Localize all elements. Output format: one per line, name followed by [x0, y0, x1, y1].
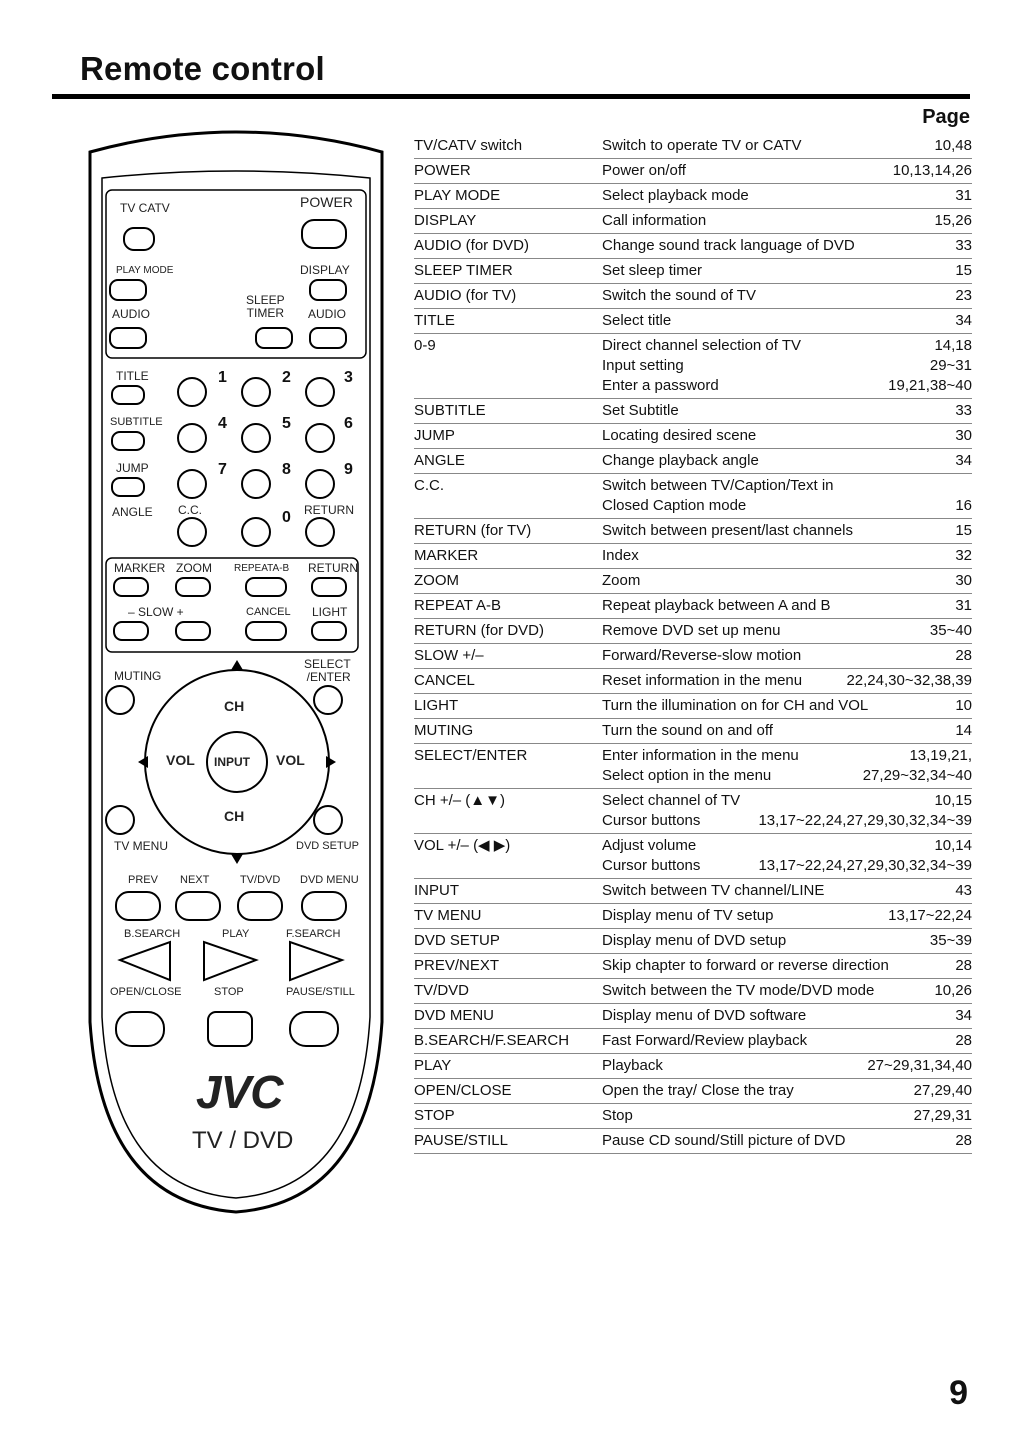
- description-text: Power on/off: [602, 162, 686, 179]
- description-text: Select playback mode: [602, 187, 749, 204]
- page-ref: 33: [955, 237, 972, 254]
- table-row: [414, 929, 972, 954]
- digit-0: 0: [282, 509, 291, 526]
- function-description: [602, 261, 972, 281]
- function-description: [602, 286, 972, 306]
- button-name: OPEN/CLOSE: [414, 1082, 512, 1099]
- description-text: Select title: [602, 312, 672, 329]
- digit-8: 8: [282, 461, 291, 478]
- page-ref: 35~40: [929, 622, 972, 639]
- page-ref: 30: [955, 427, 972, 444]
- label-title: TITLE: [116, 369, 149, 383]
- table-row: [414, 159, 972, 184]
- label-audio-dvd: AUDIO: [112, 307, 151, 321]
- table-row: [414, 474, 972, 519]
- page-ref: 13,19,21,: [909, 747, 972, 764]
- label-cc: C.C.: [178, 503, 202, 517]
- table-row: [414, 424, 972, 449]
- label-slow: – SLOW +: [128, 605, 184, 619]
- page-ref: 27,29~32,34~40: [862, 767, 972, 784]
- page-ref: 32: [955, 547, 972, 564]
- table-row: [414, 1004, 972, 1029]
- description-text: Display menu of DVD setup: [602, 932, 787, 949]
- label-tv-menu: TV MENU: [114, 839, 168, 853]
- button-name: DVD SETUP: [414, 932, 500, 949]
- page-ref: 35~39: [929, 932, 972, 949]
- button-name: PAUSE/STILL: [414, 1132, 508, 1149]
- button-name: ANGLE: [414, 452, 465, 469]
- button-name: JUMP: [414, 427, 455, 444]
- function-description: [602, 136, 972, 156]
- description-text: Repeat playback between A and B: [602, 597, 831, 614]
- description-text: Enter a password: [602, 377, 719, 394]
- page-ref: 15: [955, 522, 972, 539]
- description-text: Input setting: [602, 357, 684, 374]
- description-text: Reset information in the menu: [602, 672, 803, 689]
- page-ref: 10,15: [934, 792, 972, 809]
- button-name: PLAY: [414, 1057, 452, 1074]
- title-rule: [52, 94, 970, 99]
- table-row: [414, 209, 972, 234]
- function-description: [602, 1081, 972, 1101]
- function-description: [602, 186, 972, 206]
- description-text: Switch to operate TV or CATV: [602, 137, 802, 154]
- label-vol-left: VOL: [166, 752, 195, 768]
- label-subtitle: SUBTITLE: [110, 416, 163, 428]
- button-name: RETURN (for DVD): [414, 622, 544, 639]
- button-name: 0-9: [414, 337, 436, 354]
- button-name: SELECT/ENTER: [414, 747, 528, 764]
- table-row: [414, 569, 972, 594]
- page-ref: 15: [955, 262, 972, 279]
- table-row: [414, 669, 972, 694]
- page-column-header: Page: [922, 106, 970, 128]
- table-row: [414, 719, 972, 744]
- table-row: [414, 544, 972, 569]
- description-text: Open the tray/ Close the tray: [602, 1082, 794, 1099]
- button-name: CANCEL: [414, 672, 475, 689]
- label-sleep-timer: SLEEP TIMER: [246, 293, 285, 320]
- button-name: PLAY MODE: [414, 187, 501, 204]
- description-text: Direct channel selection of TV: [602, 337, 801, 354]
- function-description: [602, 836, 972, 876]
- page-ref: 27~29,31,34,40: [867, 1057, 972, 1074]
- label-prev: PREV: [128, 874, 158, 886]
- description-text: Skip chapter to forward or reverse direction: [602, 957, 889, 974]
- description-text: Cursor buttons: [602, 812, 701, 829]
- description-text: Call information: [602, 212, 707, 229]
- button-name: STOP: [414, 1107, 455, 1124]
- page-ref: 13,17~22,24,27,29,30,32,34~39: [758, 812, 972, 829]
- remote-subtitle: TV / DVD: [192, 1127, 294, 1154]
- table-row: [414, 259, 972, 284]
- label-select-enter: SELECT /ENTER: [304, 657, 351, 684]
- function-description: [602, 981, 972, 1001]
- page-ref: 30: [955, 572, 972, 589]
- function-description: [602, 521, 972, 541]
- description-text: Turn the sound on and off: [602, 722, 773, 739]
- page-ref: 27,29,40: [913, 1082, 972, 1099]
- button-name: LIGHT: [414, 697, 459, 714]
- page-ref: 29~31: [929, 357, 972, 374]
- digit-3: 3: [344, 369, 353, 386]
- button-name: PREV/NEXT: [414, 957, 500, 974]
- table-row: [414, 1104, 972, 1129]
- function-description: [602, 426, 972, 446]
- table-row: [414, 334, 972, 399]
- function-description: [602, 1131, 972, 1151]
- function-description: [602, 476, 972, 516]
- button-name: TITLE: [414, 312, 455, 329]
- label-jump: JUMP: [116, 461, 149, 475]
- button-name: MARKER: [414, 547, 479, 564]
- function-description: [602, 311, 972, 331]
- button-name: C.C.: [414, 477, 444, 494]
- description-text: Stop: [602, 1107, 633, 1124]
- page-ref: 31: [955, 187, 972, 204]
- description-text: Index: [602, 547, 639, 564]
- label-angle: ANGLE: [112, 505, 153, 519]
- description-text: Fast Forward/Review playback: [602, 1032, 808, 1049]
- button-name: DISPLAY: [414, 212, 477, 229]
- button-name: REPEAT A-B: [414, 597, 501, 614]
- brand-logo: JVC: [196, 1066, 283, 1118]
- description-text: Change playback angle: [602, 452, 759, 469]
- label-ch-up: CH: [224, 698, 245, 714]
- table-row: [414, 619, 972, 644]
- digit-1: 1: [218, 369, 227, 386]
- label-fsearch: F.SEARCH: [286, 928, 341, 940]
- label-pause-still: PAUSE/STILL: [286, 986, 355, 998]
- label-dvd-setup: DVD SETUP: [296, 840, 359, 852]
- description-text: Switch between TV channel/LINE: [602, 882, 825, 899]
- page-ref: 33: [955, 402, 972, 419]
- table-row: [414, 694, 972, 719]
- table-row: [414, 519, 972, 544]
- description-text: Zoom: [602, 572, 641, 589]
- page-ref: 10,13,14,26: [892, 162, 972, 179]
- remote-illustration: [80, 122, 392, 1222]
- page-ref: 14: [955, 722, 972, 739]
- label-next: NEXT: [180, 874, 210, 886]
- function-description: [602, 1056, 972, 1076]
- button-name: MUTING: [414, 722, 474, 739]
- function-table: [414, 134, 972, 1154]
- description-text: Turn the illumination on for CH and VOL: [602, 697, 869, 714]
- page-ref: 10,48: [934, 137, 972, 154]
- label-bsearch: B.SEARCH: [124, 928, 181, 940]
- table-row: [414, 644, 972, 669]
- table-row: [414, 309, 972, 334]
- page-ref: 28: [955, 1132, 972, 1149]
- label-display: DISPLAY: [300, 263, 350, 277]
- function-description: [602, 931, 972, 951]
- function-description: [602, 211, 972, 231]
- page-ref: 43: [955, 882, 972, 899]
- description-text: Display menu of DVD software: [602, 1007, 807, 1024]
- function-description: [602, 696, 972, 716]
- button-name: VOL +/– (◀ ▶): [414, 837, 511, 854]
- function-description: [602, 791, 972, 831]
- label-tv-dvd: TV/DVD: [240, 874, 281, 886]
- description-text: Closed Caption mode: [602, 497, 747, 514]
- function-description: [602, 881, 972, 901]
- label-vol-right: VOL: [276, 752, 305, 768]
- page-ref: 28: [955, 1032, 972, 1049]
- label-ch-down: CH: [224, 808, 245, 824]
- table-row: [414, 1029, 972, 1054]
- description-text: Cursor buttons: [602, 857, 701, 874]
- function-description: [602, 401, 972, 421]
- page-ref: 23: [955, 287, 972, 304]
- description-text: Switch between present/last channels: [602, 522, 853, 539]
- description-text: Display menu of TV setup: [602, 907, 774, 924]
- page-ref: 28: [955, 957, 972, 974]
- table-row: [414, 234, 972, 259]
- label-power: POWER: [300, 194, 353, 210]
- description-text: Switch the sound of TV: [602, 287, 756, 304]
- description-text: Enter information in the menu: [602, 747, 799, 764]
- label-open-close: OPEN/CLOSE: [110, 986, 182, 998]
- table-row: [414, 904, 972, 929]
- function-description: [602, 236, 972, 256]
- page-ref: 22,24,30~32,38,39: [846, 672, 972, 689]
- label-play: PLAY: [222, 928, 250, 940]
- button-name: CH +/– (▲▼): [414, 792, 505, 809]
- page-ref: 15,26: [934, 212, 972, 229]
- button-name: INPUT: [414, 882, 459, 899]
- function-description: [602, 546, 972, 566]
- button-name: SUBTITLE: [414, 402, 486, 419]
- description-text: Switch between TV/Caption/Text in: [602, 477, 834, 494]
- function-description: [602, 746, 972, 786]
- table-row: [414, 184, 972, 209]
- label-audio-tv: AUDIO: [308, 307, 347, 321]
- page-ref: 16: [955, 497, 972, 514]
- button-name: POWER: [414, 162, 471, 179]
- table-row: [414, 744, 972, 789]
- description-text: Remove DVD set up menu: [602, 622, 781, 639]
- label-muting: MUTING: [114, 669, 162, 683]
- label-cancel: CANCEL: [246, 606, 291, 618]
- function-description: [602, 956, 972, 976]
- table-row: [414, 284, 972, 309]
- function-description: [602, 1106, 972, 1126]
- label-dvd-menu: DVD MENU: [300, 874, 359, 886]
- digit-5: 5: [282, 415, 291, 432]
- function-description: [602, 671, 972, 691]
- button-name: DVD MENU: [414, 1007, 495, 1024]
- table-row: [414, 954, 972, 979]
- description-text: Select channel of TV: [602, 792, 741, 809]
- function-description: [602, 1031, 972, 1051]
- button-name: ZOOM: [414, 572, 459, 589]
- button-name: SLOW +/–: [414, 647, 484, 664]
- description-text: Set sleep timer: [602, 262, 703, 279]
- description-text: Select option in the menu: [602, 767, 772, 784]
- label-light: LIGHT: [312, 605, 348, 619]
- page-ref: 27,29,31: [913, 1107, 972, 1124]
- label-play-mode: PLAY MODE: [116, 265, 174, 276]
- description-text: Set Subtitle: [602, 402, 679, 419]
- function-description: [602, 906, 972, 926]
- button-name: AUDIO (for DVD): [414, 237, 530, 254]
- table-row: [414, 1079, 972, 1104]
- button-name: TV MENU: [414, 907, 482, 924]
- button-name: RETURN (for TV): [414, 522, 532, 539]
- description-text: Playback: [602, 1057, 663, 1074]
- table-row: [414, 594, 972, 619]
- digit-6: 6: [344, 415, 353, 432]
- page-number: 9: [949, 1374, 968, 1412]
- table-row: [414, 399, 972, 424]
- page-ref: 31: [955, 597, 972, 614]
- label-input: INPUT: [214, 755, 250, 769]
- label-tv-catv: TV CATV: [120, 201, 170, 215]
- page-ref: 34: [955, 312, 972, 329]
- table-row: [414, 1054, 972, 1079]
- function-description: [602, 336, 972, 396]
- button-name: SLEEP TIMER: [414, 262, 513, 279]
- label-stop: STOP: [214, 986, 244, 998]
- table-row: [414, 134, 972, 159]
- page-ref: 13,17~22,24: [888, 907, 972, 924]
- label-return-row: RETURN: [308, 561, 358, 575]
- digit-7: 7: [218, 461, 227, 478]
- table-row: [414, 979, 972, 1004]
- function-description: [602, 571, 972, 591]
- description-text: Adjust volume: [602, 837, 697, 854]
- page-ref: 14,18: [934, 337, 972, 354]
- digit-4: 4: [218, 415, 227, 432]
- page-ref: 10: [955, 697, 972, 714]
- table-row: [414, 1129, 972, 1154]
- table-row: [414, 834, 972, 879]
- function-description: [602, 721, 972, 741]
- description-text: Change sound track language of DVD: [602, 237, 855, 254]
- description-text: Locating desired scene: [602, 427, 757, 444]
- page-ref: 28: [955, 647, 972, 664]
- page-ref: 10,14: [934, 837, 972, 854]
- page-ref: 34: [955, 1007, 972, 1024]
- table-row: [414, 789, 972, 834]
- label-repeat-ab: REPEATA-B: [234, 563, 290, 574]
- label-marker: MARKER: [114, 561, 166, 575]
- description-text: Pause CD sound/Still picture of DVD: [602, 1132, 846, 1149]
- button-name: AUDIO (for TV): [414, 287, 517, 304]
- page-ref: 10,26: [934, 982, 972, 999]
- label-return-top: RETURN: [304, 503, 354, 517]
- digit-2: 2: [282, 369, 291, 386]
- page-title: Remote control: [80, 50, 325, 87]
- page-ref: 13,17~22,24,27,29,30,32,34~39: [758, 857, 972, 874]
- button-name: TV/CATV switch: [414, 137, 523, 154]
- digit-9: 9: [344, 461, 353, 478]
- page-ref: 19,21,38~40: [888, 377, 972, 394]
- table-row: [414, 879, 972, 904]
- description-text: Switch between the TV mode/DVD mode: [602, 982, 875, 999]
- function-description: [602, 596, 972, 616]
- function-description: [602, 161, 972, 181]
- description-text: Forward/Reverse-slow motion: [602, 647, 802, 664]
- table-row: [414, 449, 972, 474]
- page-ref: 34: [955, 452, 972, 469]
- function-description: [602, 646, 972, 666]
- function-description: [602, 621, 972, 641]
- button-name: TV/DVD: [414, 982, 470, 999]
- function-description: [602, 1006, 972, 1026]
- function-description: [602, 451, 972, 471]
- button-name: B.SEARCH/F.SEARCH: [414, 1032, 570, 1049]
- label-zoom: ZOOM: [176, 561, 212, 575]
